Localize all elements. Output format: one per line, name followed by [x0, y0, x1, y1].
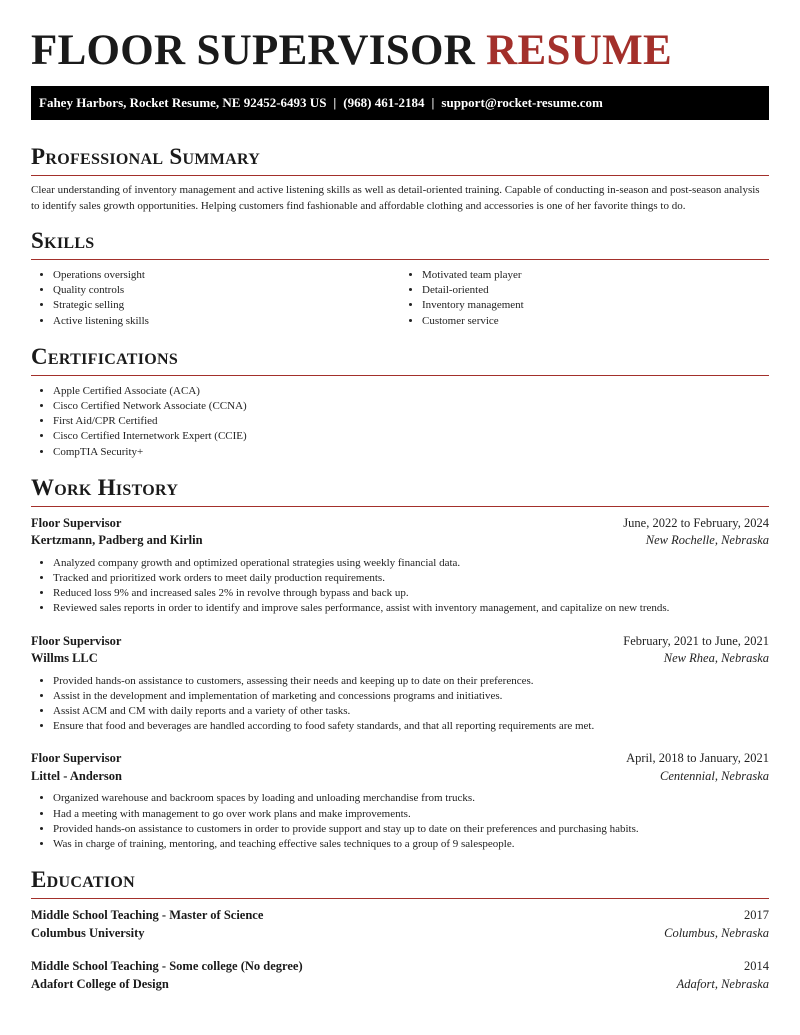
job-title: Floor Supervisor	[31, 751, 122, 766]
skills-list-right	[400, 268, 769, 329]
skills-section	[31, 227, 769, 329]
contact-separator: |	[431, 95, 435, 110]
skills-heading: Skills	[31, 228, 95, 253]
job-header-row	[31, 515, 769, 533]
skill-item: • Customer service	[422, 314, 769, 329]
skill-item: • Operations oversight	[53, 268, 400, 283]
certification-item: • CompTIA Security+	[53, 445, 769, 460]
job-location: Centennial, Nebraska	[659, 768, 769, 783]
resume-title	[31, 0, 769, 76]
job-title: Floor Supervisor	[31, 515, 122, 530]
skill-item: • Detail-oriented	[422, 283, 769, 298]
title-accent: RESUME	[486, 27, 672, 74]
job-bullet: • Ensure that food and beverages are handled according to food safety standards, and that all reporting requirements are met.	[53, 719, 769, 734]
certifications-heading: Certifications	[31, 343, 179, 369]
skills-list-left	[31, 268, 400, 329]
job-bullet: • Organized warehouse and backroom spaces by loading and unloading merchandise from trucks.	[53, 791, 769, 806]
certifications-section	[31, 343, 769, 460]
job-bullet: • Tracked and prioritized work orders to meet daily production requirements.	[53, 571, 769, 586]
certification-item: • First Aid/CPR Certified	[53, 414, 769, 429]
job-company-row	[31, 532, 769, 550]
education-entry	[31, 907, 769, 942]
education-heading: Education	[31, 867, 135, 893]
summary-section	[31, 143, 769, 214]
job-company: Littel - Anderson	[31, 768, 122, 783]
job-title: Floor Supervisor	[31, 633, 122, 648]
education-school-row	[31, 976, 769, 994]
summary-heading: Professional Summary	[31, 144, 261, 169]
skill-item: • Quality controls	[53, 283, 400, 298]
education-location: Columbus, Nebraska	[664, 925, 769, 940]
education-degree: Middle School Teaching - Master of Science	[31, 908, 264, 923]
education-year: 2014	[744, 959, 769, 974]
job-header-row	[31, 633, 769, 651]
contact-email[interactable]: support@rocket-resume.com	[441, 95, 603, 110]
education-entry	[31, 958, 769, 993]
contact-address: Fahey Harbors, Rocket Resume, NE 92452-6493 US	[39, 95, 327, 110]
job-dates: February, 2021 to June, 2021	[623, 633, 769, 648]
contact-bar	[31, 86, 769, 120]
job-location: New Rochelle, Nebraska	[645, 533, 769, 548]
job-bullet: • Assist ACM and CM with daily reports and a variety of other tasks.	[53, 704, 769, 719]
job-bullets	[31, 674, 769, 735]
title-main: FLOOR SUPERVISOR	[31, 27, 476, 74]
certification-item: • Apple Certified Associate (ACA)	[53, 384, 769, 399]
contact-separator: |	[333, 95, 337, 110]
job-bullet: • Reviewed sales reports in order to identify and improve sales performance, assist with inventory management, and capitalize on new trends.	[53, 601, 769, 616]
job-location: New Rhea, Nebraska	[663, 651, 769, 666]
education-school: Columbus University	[31, 925, 145, 940]
education-school: Adafort College of Design	[31, 976, 169, 991]
section-divider	[31, 898, 769, 899]
summary-text: Clear understanding of inventory management and active listening skills as well as detail-oriented training. Capable of conducting in-season and post-season analysis to identify sales growth opportunities. Helping customers find fashionable and affordable clothing and accessories is one of her favorite things to do.	[31, 184, 760, 212]
skill-item: • Active listening skills	[53, 314, 400, 329]
job-bullets	[31, 556, 769, 617]
education-degree-row	[31, 907, 769, 925]
job-bullet: • Was in charge of training, mentoring, and teaching effective sales techniques to a group of 9 salespeople.	[53, 837, 769, 852]
work-history-section	[31, 474, 769, 852]
skill-item: • Motivated team player	[422, 268, 769, 283]
skills-grid	[31, 268, 769, 329]
skill-item: • Strategic selling	[53, 298, 400, 313]
job-bullet: • Assist in the development and implementation of marketing and concessions programs and initiatives.	[53, 689, 769, 704]
section-divider	[31, 506, 769, 507]
education-year: 2017	[744, 908, 769, 923]
job-company-row	[31, 650, 769, 668]
job-bullet: • Provided hands-on assistance to customers in order to provide support and stay up to date on their preferences and purchasing habits.	[53, 822, 769, 837]
education-degree: Middle School Teaching - Some college (No degree)	[31, 959, 303, 974]
education-location: Adafort, Nebraska	[676, 976, 769, 991]
job-entry	[31, 750, 769, 852]
job-dates: June, 2022 to February, 2024	[623, 515, 769, 530]
education-section	[31, 866, 769, 993]
job-company-row	[31, 768, 769, 786]
job-bullet: • Provided hands-on assistance to customers, assessing their needs and keeping up to date on their preferences.	[53, 674, 769, 689]
job-bullets	[31, 791, 769, 852]
certifications-list	[31, 384, 769, 460]
skill-item: • Inventory management	[422, 298, 769, 313]
job-company: Willms LLC	[31, 651, 98, 666]
section-divider	[31, 259, 769, 260]
certification-item: • Cisco Certified Internetwork Expert (CCIE)	[53, 429, 769, 444]
resume-page	[31, 0, 769, 993]
job-entry	[31, 515, 769, 617]
job-dates: April, 2018 to January, 2021	[626, 751, 769, 766]
job-header-row	[31, 750, 769, 768]
education-degree-row	[31, 958, 769, 976]
education-school-row	[31, 925, 769, 943]
job-bullet: • Had a meeting with management to go over work plans and make improvements.	[53, 807, 769, 822]
job-company: Kertzmann, Padberg and Kirlin	[31, 533, 203, 548]
certification-item: • Cisco Certified Network Associate (CCNA)	[53, 399, 769, 414]
work-history-heading: Work History	[31, 474, 179, 500]
section-divider	[31, 375, 769, 376]
job-bullet: • Analyzed company growth and optimized operational strategies using weekly financial data.	[53, 556, 769, 571]
contact-phone[interactable]: (968) 461-2184	[343, 95, 425, 110]
job-entry	[31, 633, 769, 735]
job-bullet: • Reduced loss 9% and increased sales 2% in revolve through bypass and back up.	[53, 586, 769, 601]
section-divider	[31, 175, 769, 176]
